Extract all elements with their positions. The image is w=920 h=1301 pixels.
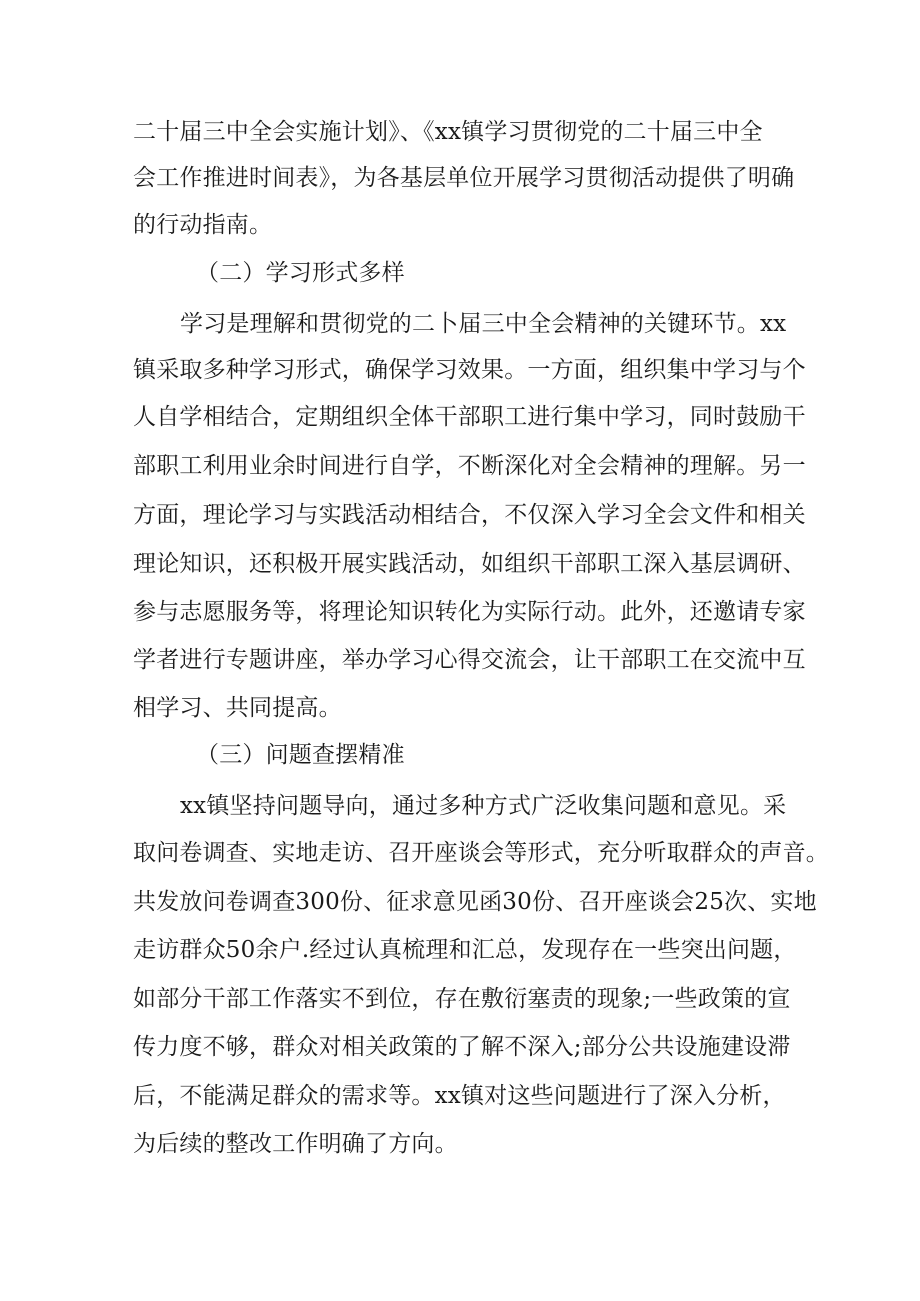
text-line: 会工作推进时间表》，为各基层单位开展学习贯彻活动提供了明确 xyxy=(133,165,795,191)
text-line: 后，不能满足群众的需求等。xx镇对这些问题进行了深入分析， xyxy=(133,1083,786,1109)
text-line: 理论知识，还积极开展实践活动，如组织干部职工深入基层调研、 xyxy=(133,551,806,577)
text-line: 学者进行专题讲座，举办学习心得交流会，让干部职工在交流中互 xyxy=(133,647,806,673)
text-line: 走访群众50余户.经过认真梳理和汇总，发现存在一些突出问题， xyxy=(133,937,797,963)
text-line: 共发放问卷调查300份、征求意见函30份、召开座谈会25次、实地 xyxy=(133,889,817,915)
text-line: 二十届三中全会实施计划》、《xx镇学习贯彻党的二十届三中全 xyxy=(133,119,763,145)
text-line: 部职工利用业余时间进行自学，不断深化对全会精神的理解。另一 xyxy=(133,453,806,479)
section-heading-2: （二）学习形式多样 xyxy=(196,260,405,286)
text-line: 镇采取多种学习形式，确保学习效果。一方面，组织集中学习与个 xyxy=(133,357,806,383)
text-line: 相学习、共同提高。 xyxy=(133,695,342,721)
text-line: 的行动指南。 xyxy=(133,212,273,238)
text-line: 取问卷调查、实地走访、召开座谈会等形式，充分听取群众的声音。 xyxy=(133,840,829,866)
text-line: 为后续的整改工作明确了方向。 xyxy=(133,1131,458,1157)
text-line: 学习是理解和贯彻党的二卜届三中全会精神的关键环节。xx xyxy=(180,311,787,337)
text-line: 人自学相结合，定期组织全体干部职工进行集中学习，同时鼓励干 xyxy=(133,404,806,430)
text-line: xx镇坚持问题导向，通过多种方式广泛收集问题和意见。采 xyxy=(180,793,787,819)
text-line: 传力度不够，群众对相关政策的了解不深入;部分公共设施建设滞 xyxy=(133,1034,791,1060)
text-line: 如部分干部工作落实不到位，存在敷衍塞责的现象;一些政策的宣 xyxy=(133,986,791,1012)
text-line: 方面，理论学习与实践活动相结合，不仅深入学习全会文件和相关 xyxy=(133,502,806,528)
text-line: 参与志愿服务等，将理论知识转化为实际行动。此外，还邀请专家 xyxy=(133,599,806,625)
section-heading-3: （三）问题查摆精准 xyxy=(196,742,405,768)
